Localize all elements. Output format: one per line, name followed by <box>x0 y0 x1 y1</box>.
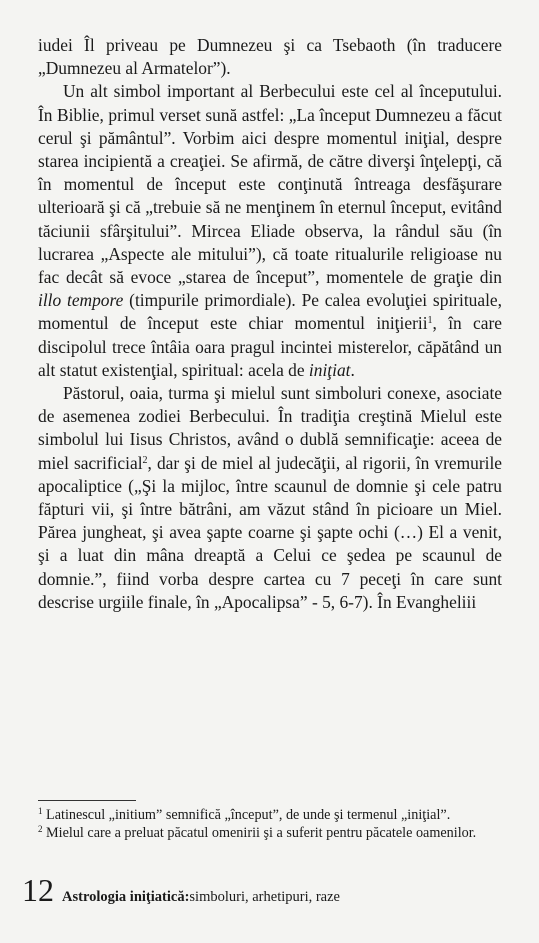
paragraph-p1 <box>38 34 502 80</box>
footnote-2 <box>38 824 502 842</box>
page-footer <box>22 872 502 909</box>
footnote-separator <box>38 800 136 801</box>
footnote-reference: 2 <box>142 454 148 466</box>
paragraph-p3 <box>38 382 502 614</box>
running-subtitle: simboluri, arhetipuri, raze <box>189 889 340 905</box>
italic-text: iniţiat <box>308 359 351 380</box>
footnote-reference: 1 <box>427 315 433 327</box>
footnotes <box>38 806 502 843</box>
footnote-number: 1 <box>38 806 43 816</box>
footnote-text: Mielul care a preluat păcatul omenirii şi a suferit pentru păcatele oamenilor. <box>46 825 477 842</box>
text-segment: , dar şi de miel al judecăţii, al rigorii, în vremurile apocaliptice („Şi la mijloc, între scaunul de domnie şi cele patru făpturi vii, şi între bătrâni, am văzut stând în picioare un Miel. Părea jungheat, şi avea şapte coarne şi şapte ochi (…) El a venit, şi a luat din mâna dreaptă a Celui ce şedea pe scaunul de domnie.”, fiind vorba despre cartea cu 7 peceţi în care sunt descrise urgiile finale, în „Apocalipsa” - 5, 6-7). În Evangheliii <box>38 452 503 612</box>
text-segment: Un alt simbol important al Berbecului este cel al începutului. În Biblie, primul verset sună astfel: „La început Dumnezeu a făcut cerul şi pământul”. Vorbim aici despre momentul iniţial, despre starea incipientă a creaţiei. Se afirmă, de către diverşi înţelepţi, că în momentul de început este conţinută întreaga desfăşurare ulterioară şi că „trebuie să ne menţinem în eternul început, evitând tăciunii sfârşitului”. Mircea Eliade observa, la rândul său (în lucrarea „Aspecte ale mitului”), că toate ritualurile religioase nu fac decât să evoce „starea de început”, momentele de graţie din <box>38 81 502 288</box>
page-number: 12 <box>22 872 54 908</box>
footnote-number: 2 <box>38 824 43 835</box>
text-segment: . <box>350 359 355 380</box>
running-title: Astrologia iniţiatică: <box>62 889 190 905</box>
footnote-text: Latinescul „initium” semnifică „început”, de unde şi termenul „iniţial”. <box>46 807 451 823</box>
footnote-1 <box>38 806 502 824</box>
text-segment: iudei Îl priveau pe Dumnezeu şi ca Tsebaoth (în traducere „Dumnezeu al Armatelor”). <box>38 35 502 79</box>
text-segment: Păstorul, oaia, turma şi mielul sunt simboluri conexe, asociate de asemenea zodiei Berbecului. În tradiţia creştină Mielul este simbolul lui Iisus Christos, având o dublă semnificaţie: aceea de miel sacrificial <box>38 383 502 473</box>
text-segment: (timpurile primordiale). Pe calea evoluţiei spirituale, momentul de început este chiar momentul iniţierii <box>38 290 502 334</box>
paragraph-p2 <box>38 80 502 382</box>
main-text <box>38 34 502 614</box>
text-segment: , în care discipolul trece întâia oara pragul incintei misterelor, căpătând un alt statut existenţial, spiritual: acela de <box>38 313 502 380</box>
italic-text: illo tempore <box>38 290 124 311</box>
